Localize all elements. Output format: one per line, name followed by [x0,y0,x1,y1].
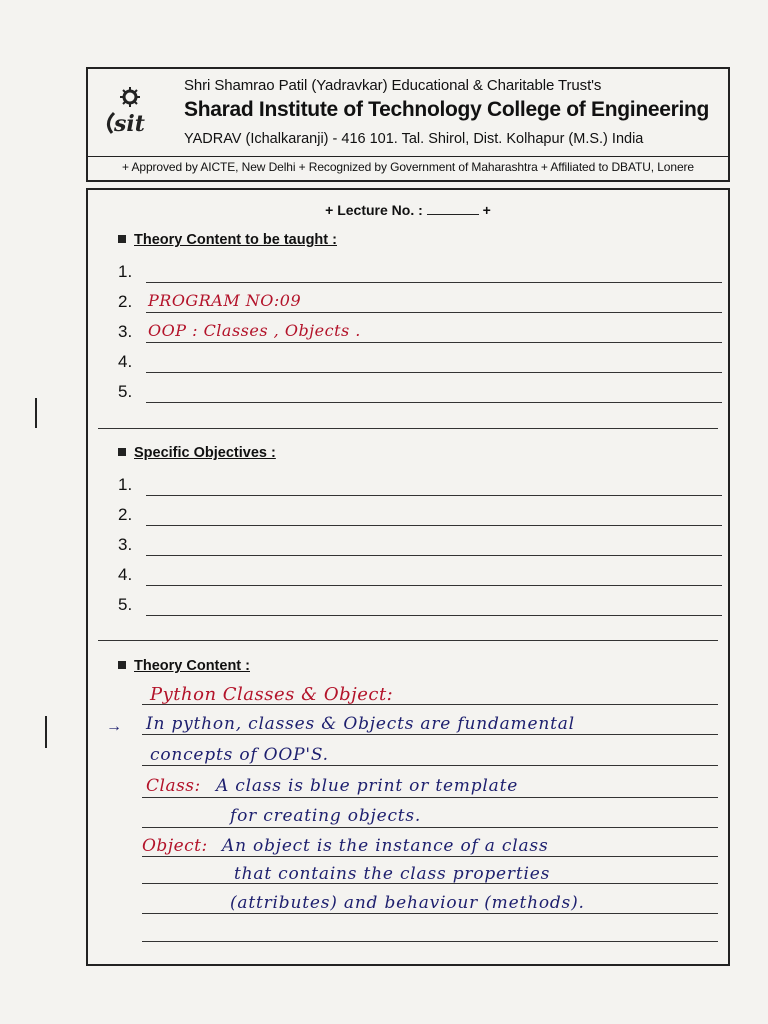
ruled-line [142,913,718,914]
square-bullet-icon [118,448,126,456]
lecture-sheet [86,188,730,966]
list-item: 2. PROGRAM NO:09 [118,292,722,314]
letterhead [86,67,730,182]
ruled-line [142,797,718,798]
lecture-number [88,202,728,218]
approval-line: + Approved by AICTE, New Delhi + Recognized by Government of Maharashtra + Affiliated to DBATU, Lonere [122,160,694,174]
ruled-line [142,941,718,942]
ruled-line [142,856,718,857]
handwritten-line: A class is blue print or template [216,776,519,796]
square-bullet-icon [118,235,126,243]
list-item: 3. OOP : Classes , Objects . [118,322,722,344]
svg-text:sit: sit [114,111,145,137]
square-bullet-icon [118,661,126,669]
institute-logo [100,83,162,145]
object-label: Object: [142,836,208,856]
section-divider [98,428,718,429]
list-item: 2. [118,505,722,527]
ruled-line [142,765,718,766]
section-divider [98,640,718,641]
margin-mark [35,398,37,428]
handwritten-line: concepts of OOP'S. [150,745,329,765]
ruled-line [142,734,718,735]
header-divider [88,156,728,157]
handwritten-line: that contains the class properties [234,864,551,884]
arrow-icon: → [106,718,122,735]
lecture-tail: + [482,202,491,218]
theory-content-heading: Theory Content : [118,658,250,674]
trust-name: Shri Shamrao Patil (Yadravkar) Educational & Charitable Trust's [184,77,602,94]
margin-mark [45,716,47,748]
list-item: 4. [118,352,722,374]
list-item: 1. [118,475,722,497]
lecture-blank [427,214,479,215]
lecture-label: + Lecture No. : [325,202,423,218]
ruled-line [142,827,718,828]
list-item: 5. [118,595,722,617]
objectives-heading: Specific Objectives : [118,445,276,461]
list-item: 3. [118,535,722,557]
handwritten-line: for creating objects. [230,806,422,826]
list-item: 4. [118,565,722,587]
handwritten-line: (attributes) and behaviour (methods). [230,893,585,913]
list-item: 5. [118,382,722,404]
handwritten-line: In python, classes & Objects are fundamental [146,714,575,734]
list-item: 1. [118,262,722,284]
theory-taught-heading: Theory Content to be taught : [118,232,337,248]
handwritten-line: An object is the instance of a class [222,836,549,856]
class-label: Class: [146,776,201,796]
college-name: Sharad Institute of Technology College of Engineering [184,98,710,121]
handwritten-heading: Python Classes & Object: [150,684,394,705]
college-address: YADRAV (Ichalkaranji) - 416 101. Tal. Shirol, Dist. Kolhapur (M.S.) India [184,131,644,147]
